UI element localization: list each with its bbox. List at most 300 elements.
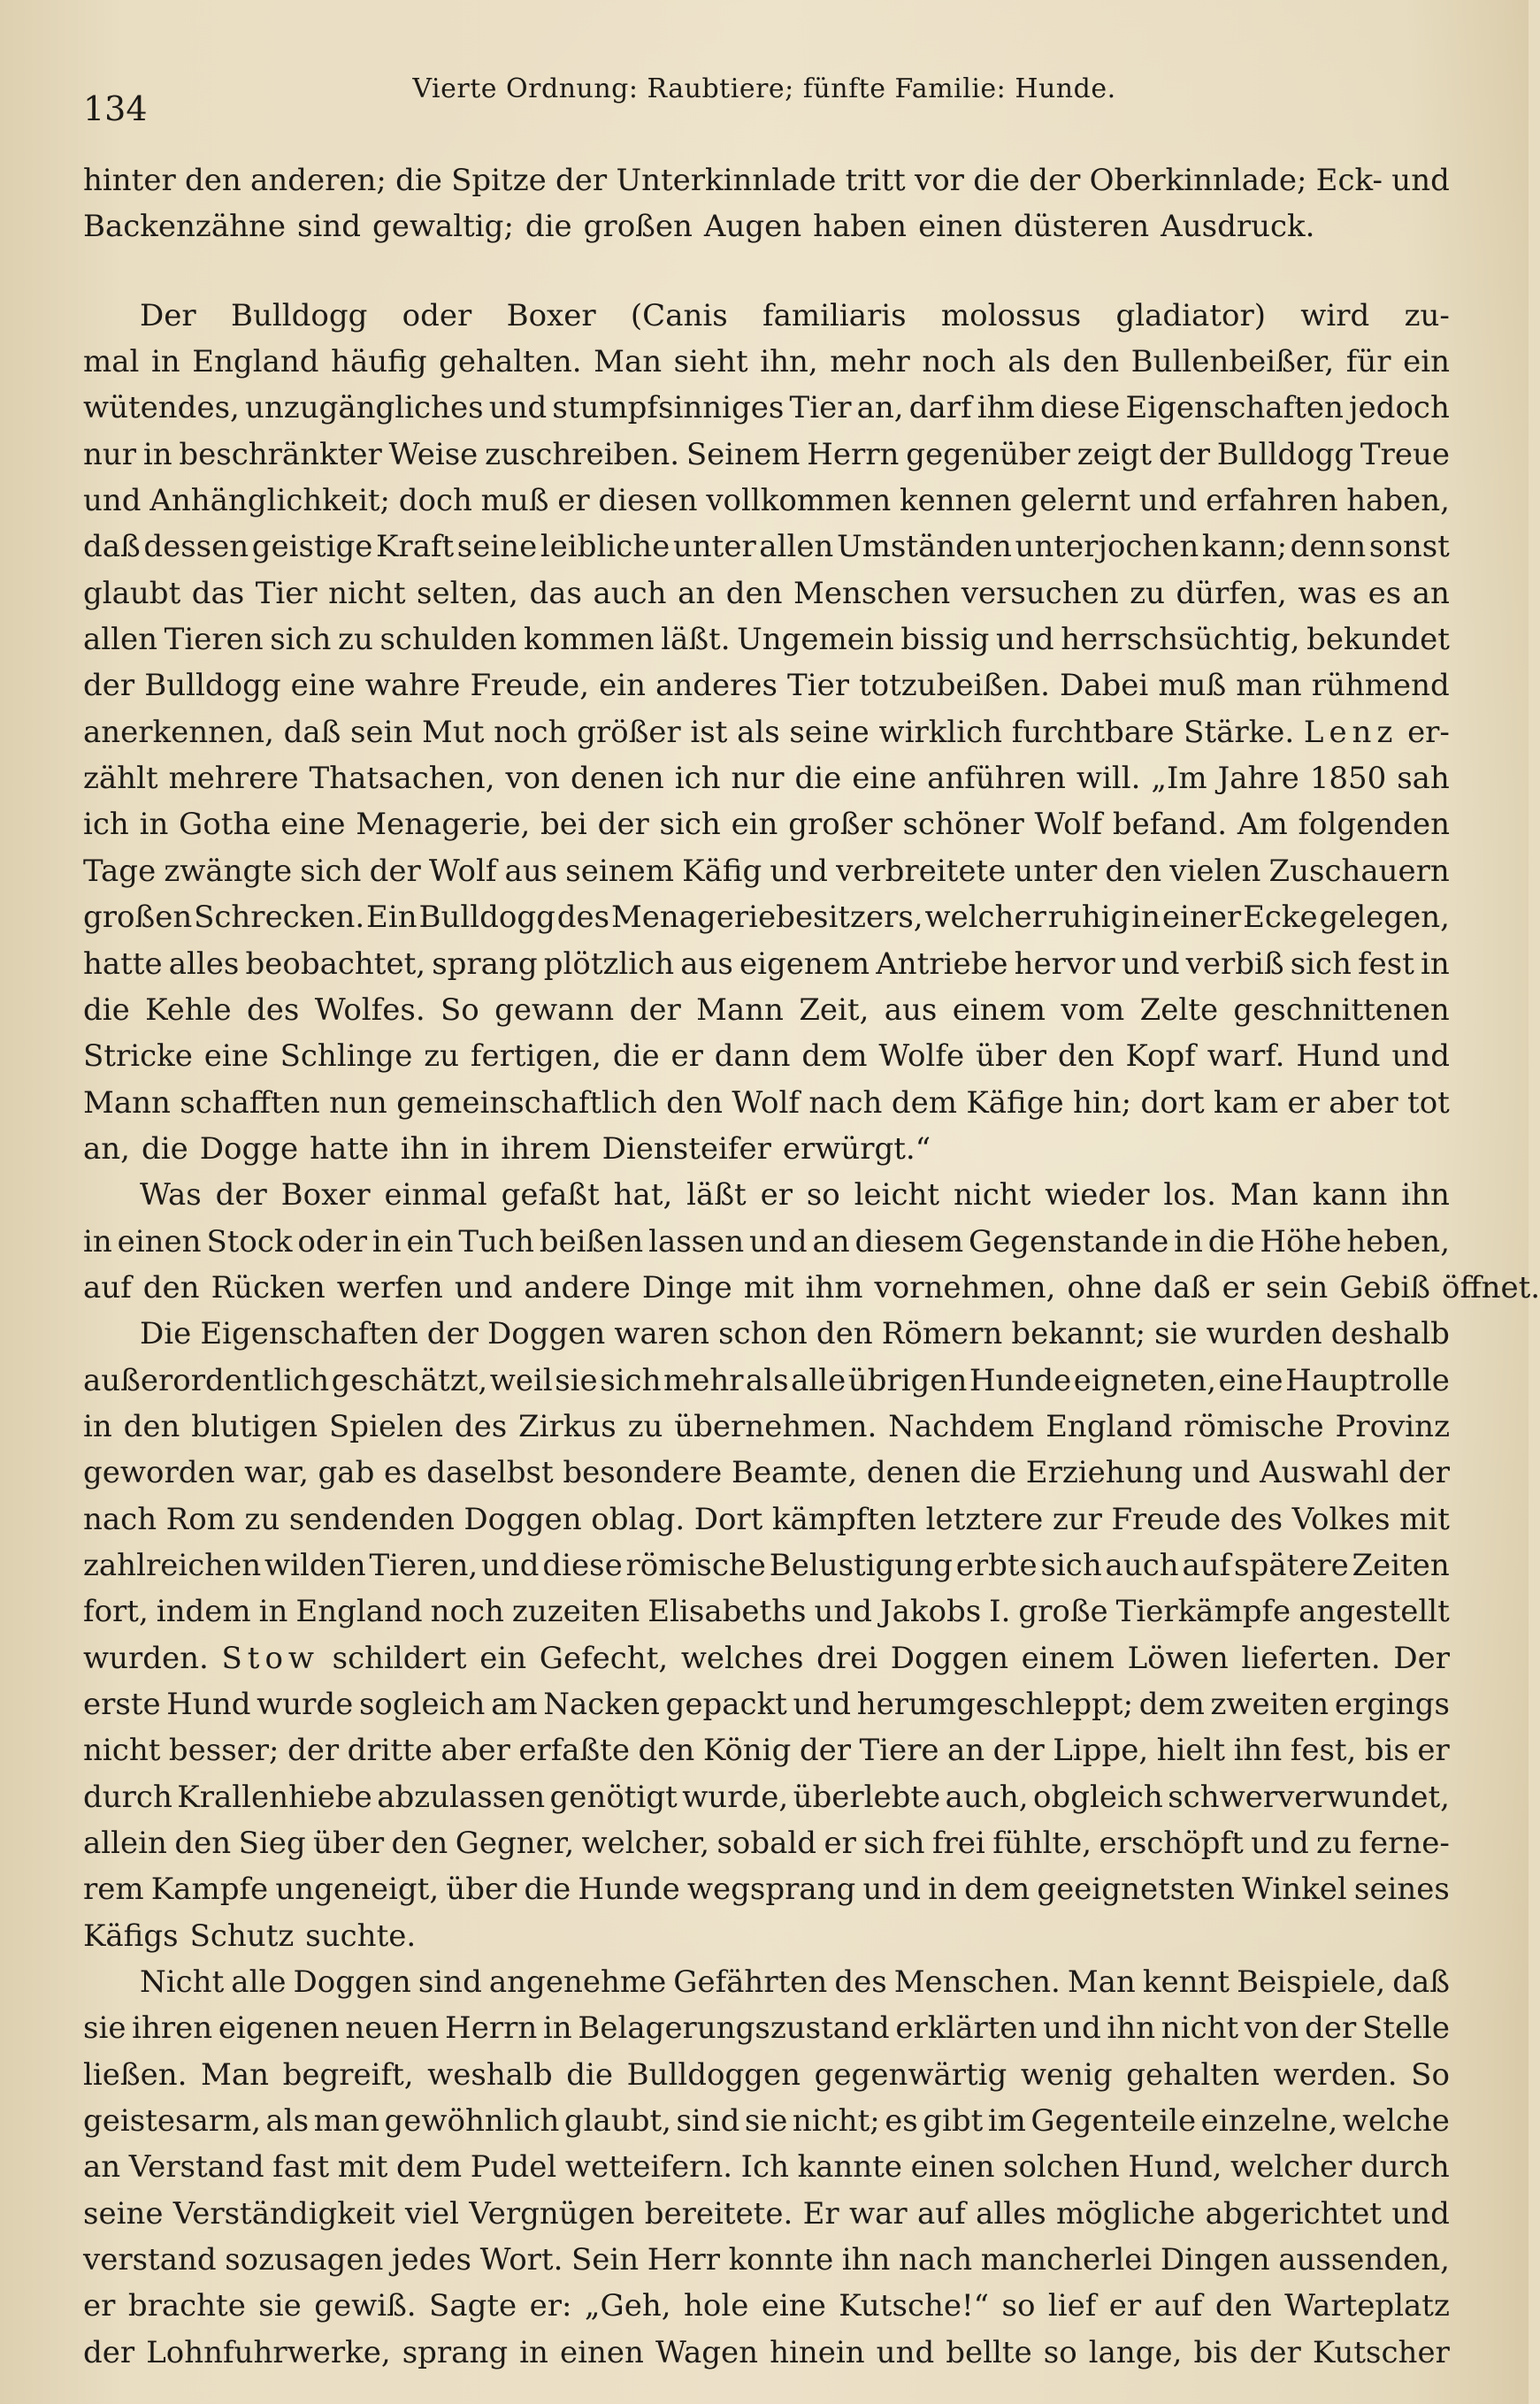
word: den <box>638 1733 695 1769</box>
word: wetteifern. <box>564 2149 733 2186</box>
word: Doggen <box>487 1316 606 1352</box>
word: Eigenschaften <box>200 1316 418 1352</box>
word: Käfigs <box>83 1918 179 1954</box>
word: heben, <box>1346 1223 1450 1259</box>
word: zu <box>1130 575 1165 611</box>
word: sprang <box>432 946 538 982</box>
word: eine <box>852 761 917 797</box>
word: darf <box>908 390 972 426</box>
word: fühlte, <box>992 1826 1092 1862</box>
word: und <box>1043 2010 1101 2047</box>
word: mehrere <box>168 761 299 797</box>
word: sprang <box>402 2334 509 2370</box>
word: deshalb <box>1330 1316 1450 1352</box>
word: läßt. <box>661 622 731 658</box>
word: die <box>141 1130 188 1167</box>
word: seines <box>1353 1872 1450 1908</box>
word: einen <box>918 209 1002 245</box>
word: ihn <box>400 1130 449 1167</box>
paragraph <box>83 1172 1540 1311</box>
word: Spitze <box>451 163 547 198</box>
word: diese <box>1039 390 1121 426</box>
word: kommen <box>524 622 655 658</box>
word: kennt <box>1142 1964 1230 2001</box>
word: wahre <box>364 668 461 704</box>
word: befand. <box>1112 807 1228 843</box>
word: er <box>670 1038 703 1075</box>
word: ihn <box>841 2242 891 2278</box>
word: er <box>1108 2288 1142 2324</box>
word: aber <box>1329 1084 1398 1121</box>
word: dessen <box>143 529 249 565</box>
word: herrschsüchtig, <box>1061 622 1300 658</box>
word: sozusagen <box>225 2242 384 2278</box>
word: dem <box>801 1038 868 1075</box>
word: gepackt <box>665 1687 787 1722</box>
word: glaubt <box>83 575 181 611</box>
word: zur <box>1052 1501 1102 1537</box>
word: eigneten, <box>1073 1362 1217 1398</box>
word: mehr <box>663 1362 744 1398</box>
word: Dort <box>693 1501 763 1537</box>
word: zuschreiben. <box>485 436 680 472</box>
word: Bulldogg <box>1216 436 1354 472</box>
word: der <box>83 2334 135 2370</box>
word: Schlinge <box>280 1038 413 1075</box>
text-line <box>83 2098 1450 2144</box>
word: wurde <box>257 1687 354 1722</box>
word: Bulldogg <box>230 297 368 333</box>
word: schöner <box>902 807 1024 843</box>
word: Warteplatz <box>1284 2288 1450 2324</box>
word: Freude <box>1111 1501 1222 1537</box>
text-line <box>83 1820 1450 1866</box>
word: was <box>1298 575 1358 611</box>
word: verstand <box>83 2242 217 2278</box>
text-line <box>83 1450 1450 1496</box>
word: tot <box>1407 1084 1450 1121</box>
word: dem <box>964 1872 1030 1908</box>
word: daß <box>83 529 141 565</box>
word: Verstand <box>128 2149 264 2186</box>
word: werfen <box>336 1269 443 1305</box>
word: seinem <box>565 853 674 889</box>
word: man <box>313 2103 379 2140</box>
word: gewöhnlich <box>384 2103 560 2140</box>
text-line <box>83 1589 1450 1635</box>
word: das <box>191 575 245 611</box>
word: Gebiß <box>1339 1269 1430 1305</box>
word: vom <box>1061 991 1125 1028</box>
text-line <box>83 1080 1450 1126</box>
word: Tier <box>255 575 318 611</box>
word: so <box>1043 2334 1077 2370</box>
word: nur <box>83 436 137 472</box>
word: des <box>834 1964 887 2001</box>
word: sind <box>418 1964 482 2001</box>
word: (Canis <box>630 297 728 333</box>
word: an, <box>856 390 904 426</box>
word: in <box>139 807 169 843</box>
word: Stock <box>206 1223 293 1259</box>
word: aussenden, <box>1278 2242 1450 2278</box>
word: solchen <box>1003 2149 1120 2186</box>
word: der <box>597 807 649 843</box>
word: zu <box>1316 1826 1352 1862</box>
word: und <box>1191 1455 1251 1491</box>
word: ist <box>690 714 728 750</box>
word: Dinge <box>641 1269 732 1305</box>
body-text <box>83 157 1540 2376</box>
word: eigenem <box>739 946 870 982</box>
word: besondere <box>563 1455 723 1491</box>
word: Gefecht, <box>539 1640 669 1676</box>
word: römische <box>1184 1408 1324 1444</box>
word: über <box>313 1826 385 1862</box>
word: als <box>737 714 780 750</box>
word: der <box>215 1177 267 1213</box>
word: diesem <box>854 1223 964 1259</box>
word: und <box>1251 1826 1309 1862</box>
word: zwängte <box>164 853 293 889</box>
word: römische <box>625 1547 766 1583</box>
word: in <box>83 1408 112 1444</box>
word: warf. <box>1207 1038 1285 1075</box>
word: der <box>1398 1455 1450 1491</box>
word: Stärke. <box>1184 714 1295 750</box>
word: Zeiten <box>1352 1547 1450 1583</box>
word: einmal <box>384 1177 487 1213</box>
word: zahlreichen <box>83 1547 262 1583</box>
word: Tuch <box>458 1223 534 1259</box>
word: der <box>992 1733 1045 1769</box>
word: einem <box>952 991 1046 1028</box>
word: an <box>1412 575 1450 611</box>
word: Ecke <box>1243 900 1318 936</box>
word: die <box>395 163 442 198</box>
text-line <box>83 570 1450 616</box>
word: abzulassen <box>377 1779 546 1815</box>
word: Menageriebesitzers, <box>610 900 923 936</box>
word: viel <box>404 2195 459 2232</box>
word: weil <box>489 1362 553 1398</box>
word: Tage <box>83 853 157 889</box>
word: Volkes <box>1291 1501 1391 1537</box>
word: gibt <box>923 2103 984 2140</box>
word: geschätzt, <box>331 1362 488 1398</box>
word: angenehme <box>488 1964 667 2001</box>
word: er <box>1417 1733 1450 1769</box>
word: mögliche <box>1056 2195 1196 2232</box>
word: kam <box>1213 1084 1279 1121</box>
word: eigenen <box>218 2010 340 2047</box>
word: Hund, <box>1128 2149 1222 2186</box>
word: ungeneigt, <box>275 1872 440 1908</box>
paragraph <box>83 1311 1450 1959</box>
word: zeigt <box>1076 436 1153 472</box>
word: begreift, <box>282 2056 414 2093</box>
word: ließen. <box>83 2056 188 2093</box>
paragraph <box>83 1959 1450 2376</box>
word: Oberkinnlade; <box>1089 163 1307 198</box>
word: überlebte <box>793 1779 941 1815</box>
word: Hund <box>166 1687 251 1722</box>
word: Diensteifer <box>601 1130 771 1167</box>
word: leicht <box>854 1177 940 1213</box>
word: er- <box>1407 714 1450 750</box>
word: gemeinschaftlich <box>396 1084 657 1121</box>
text-line <box>83 848 1450 894</box>
word: mancherlei <box>980 2242 1153 2278</box>
word: Stelle <box>1362 2010 1450 2047</box>
text-line <box>83 1172 1450 1218</box>
text-line <box>83 2144 1450 2190</box>
word: furchtbare <box>1011 714 1175 750</box>
word: noch <box>922 344 996 380</box>
word: in <box>1174 1223 1203 1259</box>
word: andere <box>524 1269 631 1305</box>
word: Seinem <box>686 436 801 472</box>
text-line <box>83 801 1450 847</box>
word: er <box>1287 1084 1320 1121</box>
word: mal <box>83 344 140 380</box>
word: sobald <box>716 1826 817 1862</box>
word: Beamte, <box>731 1455 858 1491</box>
word: Menschen. <box>893 1964 1061 2001</box>
word: hatte <box>83 946 163 982</box>
word: welches <box>680 1640 804 1676</box>
word: die <box>566 2056 614 2093</box>
word: Gegenstande <box>968 1223 1169 1259</box>
word: leibliche <box>540 529 670 565</box>
word: übernehmen. <box>674 1408 877 1444</box>
word: gab <box>318 1455 375 1491</box>
word: Belagerungszustand <box>578 2010 890 2047</box>
word: fest <box>1358 946 1414 982</box>
word: weshalb <box>427 2056 553 2093</box>
word: geeignetsten <box>1037 1872 1235 1908</box>
word: der <box>1249 2334 1301 2370</box>
word: ihn, <box>760 344 818 380</box>
word: verbreitete <box>836 853 1007 889</box>
word: einem <box>1021 1640 1115 1676</box>
word: selten, <box>417 575 518 611</box>
word: welcher, <box>581 1826 710 1862</box>
text-line <box>83 1866 1450 1912</box>
word: und <box>1138 483 1198 519</box>
word: war <box>849 2195 908 2232</box>
word: sie <box>83 2010 126 2047</box>
word: kämpften <box>771 1501 917 1537</box>
word: Wolfes. <box>314 991 425 1028</box>
word: Gefährten <box>673 1964 828 2001</box>
word: ein <box>599 668 646 704</box>
word: diesen <box>598 483 698 519</box>
word: und <box>770 853 828 889</box>
word: Pudel <box>470 2149 557 2186</box>
word: den <box>1214 2288 1272 2324</box>
word: in <box>1421 946 1450 982</box>
word: Treue <box>1360 436 1450 472</box>
word: Höhe <box>1260 1223 1342 1259</box>
word: zweiten <box>1210 1687 1329 1722</box>
word: allein <box>83 1826 167 1862</box>
word: der <box>287 1733 340 1769</box>
page-number: 134 <box>83 89 148 128</box>
word: sein <box>1265 1269 1329 1305</box>
word: auch <box>1105 1547 1179 1583</box>
word: dritte <box>347 1733 433 1769</box>
word: großen <box>583 209 693 245</box>
word: wenig <box>1020 2056 1113 2093</box>
word: Verständigkeit <box>172 2195 395 2232</box>
word: muß <box>1158 668 1227 704</box>
word: Dogge <box>199 1130 299 1167</box>
word: Tieren <box>164 622 264 658</box>
word: zu <box>338 622 373 658</box>
word: eine <box>203 1038 269 1075</box>
word: Boxer <box>280 1177 371 1213</box>
text-line <box>83 1774 1450 1820</box>
word: vor <box>914 163 964 198</box>
word: zu <box>627 1408 663 1444</box>
word: herumgeschleppt; <box>856 1687 1134 1722</box>
word: wieder <box>1045 1177 1150 1213</box>
word: Mut <box>422 714 485 750</box>
word: durch <box>83 1779 172 1815</box>
word: Dabei <box>1059 668 1149 704</box>
word: man <box>1236 668 1302 704</box>
text-line <box>83 616 1450 662</box>
word: und <box>749 1223 808 1259</box>
word: neuen <box>345 2010 440 2047</box>
word: des <box>247 991 300 1028</box>
word: Man <box>594 344 663 380</box>
word: als <box>1008 344 1051 380</box>
word: Zuschauern <box>1268 853 1450 889</box>
word: sich <box>863 1826 925 1862</box>
word: Mann <box>83 1084 171 1121</box>
word: vornehmen, <box>874 1269 1056 1305</box>
word: denn <box>1290 529 1367 565</box>
word: die <box>525 209 572 245</box>
word: So <box>441 991 479 1028</box>
word: Eigenschaften <box>1125 390 1344 426</box>
word: geworden <box>83 1455 235 1491</box>
word: sogleich <box>358 1687 486 1722</box>
word: fertigen, <box>470 1038 601 1075</box>
word: und <box>814 1594 873 1630</box>
word: geistesarm, <box>83 2103 262 2140</box>
word: bis <box>1364 1733 1409 1769</box>
word: dort <box>1140 1084 1205 1121</box>
word: und <box>454 1269 513 1305</box>
word: obgleich <box>1032 1779 1163 1815</box>
word: Menagerie, <box>356 807 531 843</box>
word: in <box>83 1223 112 1259</box>
text-line <box>83 1727 1450 1773</box>
word: stumpfsinniges <box>552 390 785 426</box>
word: Man <box>201 2056 269 2093</box>
word: jedes <box>392 2242 471 2278</box>
word: alle <box>791 1362 847 1398</box>
word: nun <box>329 1084 387 1121</box>
word: an <box>83 2149 121 2186</box>
word: sind <box>676 2103 740 2140</box>
word: drei <box>816 1640 878 1676</box>
word: Weise <box>388 436 479 472</box>
word: muß <box>480 483 549 519</box>
word: sie <box>744 2103 788 2140</box>
word: ihn <box>1107 2010 1156 2047</box>
word: den <box>1057 1038 1115 1075</box>
word: Sein <box>571 2242 640 2278</box>
word: diese <box>542 1547 623 1583</box>
word: und <box>481 1547 540 1583</box>
text-line <box>83 203 1450 249</box>
word: und <box>1391 1038 1450 1075</box>
word: vielen <box>1169 853 1261 889</box>
word: bereitete. <box>644 2195 793 2232</box>
word: Zeit, <box>799 991 870 1028</box>
word: anerkennen, <box>83 714 274 750</box>
word: den <box>816 1316 873 1352</box>
word: in <box>928 1872 957 1908</box>
text-line <box>83 987 1450 1033</box>
word: Lohnfuhrwerke, <box>146 2334 391 2370</box>
word: der <box>83 668 135 704</box>
word: rem <box>83 1872 144 1908</box>
word: einen <box>117 1223 202 1259</box>
word: größer <box>577 714 681 750</box>
word: er <box>83 2288 116 2324</box>
word: bissig <box>900 622 990 658</box>
word: gewiß. <box>314 2288 417 2324</box>
word: wurden. <box>83 1640 209 1676</box>
word: Sieg <box>238 1826 306 1862</box>
word: dürfen, <box>1176 575 1287 611</box>
word: aus <box>884 991 938 1028</box>
word: so <box>1001 2288 1036 2324</box>
word: bekundet <box>1306 622 1450 658</box>
word: tritt <box>845 163 906 198</box>
word: eine <box>1218 1362 1283 1398</box>
word: folgenden <box>1298 807 1450 843</box>
word: Kutsche!“ <box>839 2288 990 2324</box>
word: schafften <box>180 1084 320 1121</box>
word: nicht <box>953 1177 1031 1213</box>
word: indem <box>156 1594 251 1630</box>
word: sie <box>1154 1316 1198 1352</box>
word: den <box>391 1826 448 1862</box>
word: des <box>454 1408 508 1444</box>
word: Lenz <box>1303 714 1398 750</box>
word: ein <box>731 807 778 843</box>
text-line <box>83 1404 1450 1450</box>
word: „Im <box>1151 761 1207 797</box>
word: einen <box>560 2334 644 2370</box>
word: anderen; <box>250 163 387 198</box>
word: Käfige <box>966 1084 1064 1121</box>
word: nicht; <box>792 2103 880 2140</box>
word: zu- <box>1404 297 1450 333</box>
text-line <box>83 1126 1450 1172</box>
word: Bulldogg <box>418 900 555 936</box>
word: in <box>542 2010 572 2047</box>
word: zu <box>244 1501 280 1537</box>
word: er <box>557 483 590 519</box>
word: alles <box>168 946 240 982</box>
